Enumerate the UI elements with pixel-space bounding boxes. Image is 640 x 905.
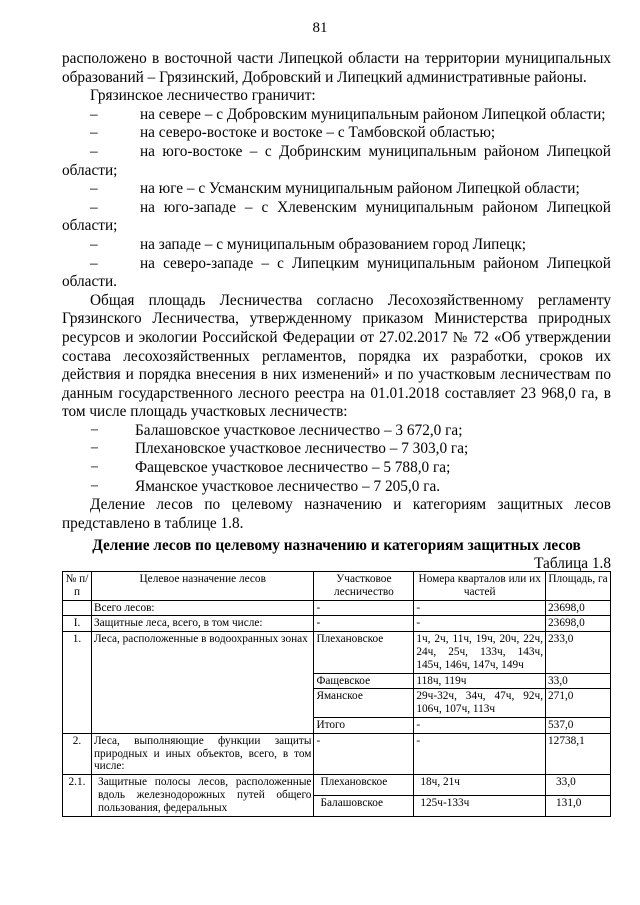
table-cell: 33,0	[546, 673, 611, 689]
table-label: Таблица 1.8	[534, 555, 611, 572]
dash-marker: –	[90, 198, 98, 216]
table-cell: 118ч, 119ч	[414, 673, 546, 689]
list-item	[62, 478, 611, 497]
list-item	[62, 106, 611, 125]
borders-list	[62, 106, 611, 292]
list-item-continuation: области;	[62, 161, 118, 179]
list-item-text: на северо-западе – с Липецким муниципальным районом Липецкой	[140, 254, 611, 272]
table-header-cell: Целевое назначение лесов	[91, 572, 313, 601]
table-cell: Всего лесов:	[91, 600, 313, 616]
list-item	[62, 459, 611, 478]
list-item	[62, 255, 611, 274]
dash-marker: −	[90, 459, 99, 477]
paragraph: Грязинское лесничество граничит:	[90, 87, 316, 105]
list-item-text: на юго-востоке – с Добринским муниципальным районом Липецкой	[140, 142, 611, 160]
table-cell: -	[314, 616, 414, 632]
list-item-text: на юге – с Усманским муниципальным районом Липецкой области;	[140, 180, 580, 198]
table-cell: 271,0	[546, 689, 611, 718]
dash-marker: –	[90, 180, 98, 198]
list-item-text: на юго-западе – с Хлевенским муниципальным районом Липецкой	[140, 198, 611, 216]
page-number: 81	[312, 20, 328, 36]
list-item	[62, 236, 611, 255]
list-item-text: Фащевское участковое лесничество – 5 788,0 га;	[135, 459, 451, 477]
dash-marker: −	[90, 421, 99, 439]
table-cell: Леса, расположенные в водоохранных зонах	[91, 632, 313, 734]
list-item-text: Яманское участковое лесничество – 7 205,0 га.	[135, 477, 441, 495]
table-cell: -	[314, 600, 414, 616]
table-cell: Балашовское	[314, 795, 414, 816]
table-cell: 33,0	[546, 775, 611, 795]
list-item-text: Плехановское участковое лесничество – 7 303,0 га;	[135, 440, 469, 458]
table-cell: Плехановское	[314, 632, 414, 673]
table-cell: 18ч, 21ч	[414, 775, 546, 795]
list-item-continuation: области;	[62, 217, 118, 235]
table-cell: 23698,0	[546, 616, 611, 632]
list-item-continuation: области.	[62, 273, 117, 291]
table-cell: Яманское	[314, 689, 414, 718]
table-row	[63, 600, 611, 616]
table-cell: 233,0	[546, 632, 611, 673]
table-cell: 131,0	[546, 795, 611, 816]
table-cell	[63, 600, 92, 616]
table-cell: Защитные леса, всего, в том числе:	[91, 616, 313, 632]
list-item	[62, 422, 611, 441]
list-item-text: на северо-востоке и востоке – с Тамбовской областью;	[140, 124, 496, 142]
table-cell: -	[414, 717, 546, 733]
table-cell: Фащевское	[314, 673, 414, 689]
table-cell: 1ч, 2ч, 11ч, 19ч, 20ч, 22ч, 24ч, 25ч, 133ч, 143ч, 145ч, 146ч, 147ч, 149ч	[414, 632, 546, 673]
dash-marker: –	[90, 105, 98, 123]
table-header-cell: № п/п	[63, 572, 92, 601]
table-header-row	[63, 572, 611, 601]
table-cell: -	[314, 733, 414, 774]
table-row	[63, 632, 611, 673]
table-cell: Защитные полосы лесов, расположенные вдоль железнодорожных путей общего пользования, федеральных	[91, 775, 313, 816]
dash-marker: −	[90, 477, 99, 495]
document-body	[62, 50, 611, 533]
districts-list	[62, 422, 611, 496]
table-cell: -	[414, 616, 546, 632]
table-header-cell: Площадь, га	[546, 572, 611, 601]
list-item	[62, 143, 611, 162]
list-item	[62, 124, 611, 143]
table-cell: 125ч-133ч	[414, 795, 546, 816]
table-cell: 2.	[63, 733, 92, 774]
paragraph: Деление лесов по целевому назначению и категориям защитных лесов представлено в таблице 1.8.	[62, 496, 611, 532]
table-header-cell: Номера кварталов или их частей	[414, 572, 546, 601]
table-cell: Плехановское	[314, 775, 414, 795]
table-cell: -	[414, 600, 546, 616]
table-cell: 29ч-32ч, 34ч, 47ч, 92ч, 106ч, 107ч, 113ч	[414, 689, 546, 718]
dash-marker: −	[90, 440, 99, 458]
table-cell: 537,0	[546, 717, 611, 733]
table-caption: Деление лесов по целевому назначению и категориям защитных лесов	[92, 537, 581, 554]
table-cell: 2.1.	[63, 775, 92, 816]
table-row	[63, 733, 611, 774]
list-item-text: на западе – с муниципальным образованием город Липецк;	[140, 235, 527, 253]
paragraph: расположено в восточной части Липецкой области на территории муниципальных образований – Грязинский, Добровский и Липецкий административные районы.	[62, 50, 611, 86]
list-item-text: Балашовское участковое лесничество – 3 672,0 га;	[135, 421, 463, 439]
table-cell: 1.	[63, 632, 92, 734]
table-row	[63, 616, 611, 632]
table-cell: I.	[63, 616, 92, 632]
forest-division-table	[62, 571, 611, 817]
dash-marker: –	[90, 124, 98, 142]
list-item	[62, 199, 611, 218]
table-header-cell: Участковое лесничество	[314, 572, 414, 601]
dash-marker: –	[90, 142, 98, 160]
table-cell: 12738,1	[546, 733, 611, 774]
table-cell: 23698,0	[546, 600, 611, 616]
table-cell: -	[414, 733, 546, 774]
list-item	[62, 180, 611, 199]
table-cell: Итого	[314, 717, 414, 733]
dash-marker: –	[90, 254, 98, 272]
list-item	[62, 440, 611, 459]
paragraph: Общая площадь Лесничества согласно Лесохозяйственному регламенту Грязинского Лесничества, утвержденному приказом Министерства природных ресурсов и экологии Российской Федерации от 27.02.2017 № 72 «Об утверждении состава лесохозяйственных регламентов, порядка их разработки, сроков их действия и порядка внесения в них изменений» и по участковым лесничествам по данным государственного лесного реестра на 01.01.2018 составляет 23 968,0 га, в том числе площадь участковых лесничеств:	[62, 291, 611, 421]
list-item-text: на севере – с Добровским муниципальным районом Липецкой области;	[140, 105, 606, 123]
table-cell: Леса, выполняющие функции защиты природных и иных объектов, всего, в том числе:	[91, 733, 313, 774]
dash-marker: –	[90, 235, 98, 253]
table-row	[63, 775, 611, 795]
